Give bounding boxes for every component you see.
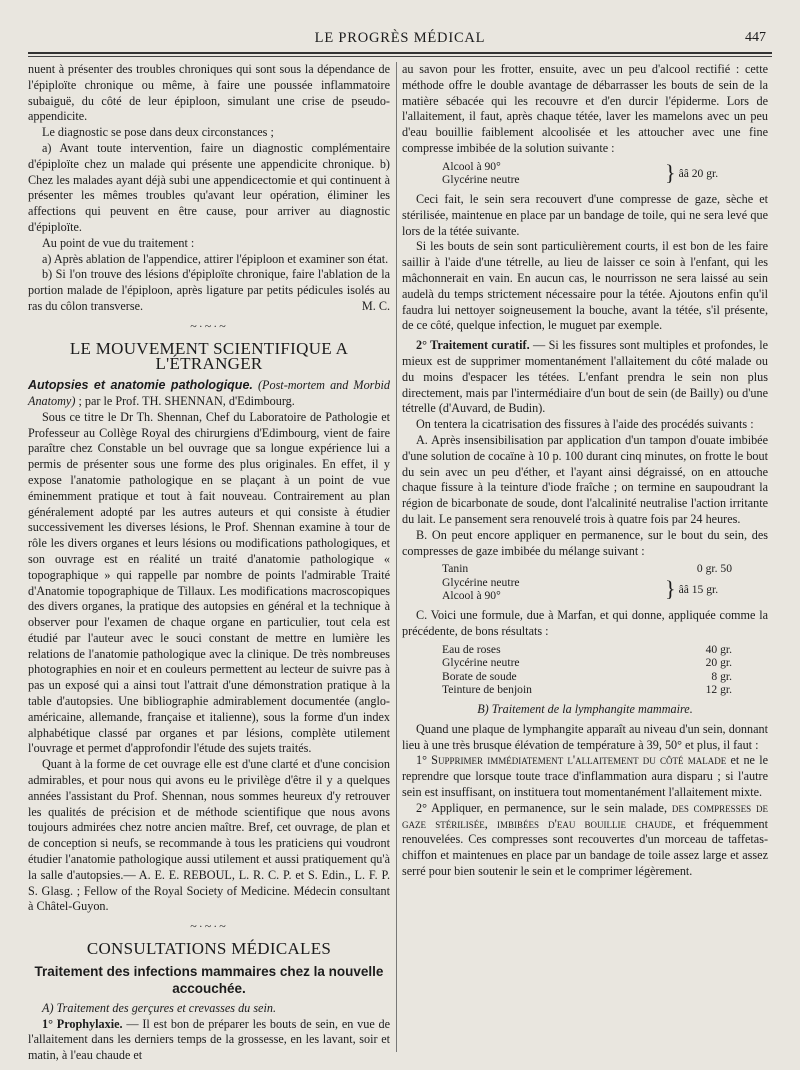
recipe-dose: ââ 15 gr. [678, 582, 719, 596]
recipe-dose: 12 gr. [705, 683, 732, 697]
paragraph [28, 267, 390, 314]
recipe-line [442, 643, 732, 657]
brace: } [665, 160, 676, 186]
recipe-line [442, 589, 662, 603]
recipe-dose: 40 gr. [705, 642, 732, 656]
paragraph [402, 338, 768, 417]
paragraph-text: en permanence, sur le sein malade, [487, 800, 667, 815]
ornament-divider: ~·~·~ [190, 919, 228, 934]
recipe-ingredient: Alcool à 90° [442, 159, 501, 173]
paragraph [28, 1017, 390, 1064]
paragraph-text: — Il est bon de préparer les bouts de sein, en vue de l'allaitement dans les derniers temps de la grossesse, en les lavant, soir et matin, à l'eau chaude et [28, 1016, 391, 1063]
paragraph: C. Voici une formule, due à Marfan, et qui donne, appliquée comme la précédente, de bons résultats : [402, 608, 768, 638]
brace: } [665, 576, 676, 602]
paragraph-text: et ne le reprendre que lorsque toute trace d'inflammation aura disparu ; si l'autre sein est insuffisant, on instituera tout momentanément l'allaitement mixte. [402, 753, 768, 800]
paragraph [402, 753, 768, 800]
recipe-dose: 8 gr. [711, 669, 732, 683]
paragraph: Quand une plaque de lymphangite apparaît au niveau d'un sein, donnant lieu à une très brusque élévation de température à 39, 50° et plus, il faut : [402, 721, 768, 752]
recipe-ingredient: Glycérine neutre [442, 656, 520, 670]
recipe-dose: ââ 20 gr. [678, 166, 719, 180]
paragraph: Quant à la forme de cet ouvrage elle est d'une clarté et d'une concision admirables, et pour nous qui avons eu le privilège d'être il y a quelques années l'assistant du Prof. Shennan, nous sommes heureux d'y retrouver les qualités de précision et de méthode scientifique que nous avons toujours admirées chez notre ancien maître. Bref, cet ouvrage, de plan et de conception si neufs, se recommande à tous les praticiens qui voudront étudier l'anatomie pathologique aussi utilement et aussi pratiquement qu'à la salle d'autopsies.— A. E. E. REBOUL, L. R. C. P. et S. Edin., L. F. P. S. Glasg. ; Fellow of the Royal Society of Medicine. Médecin consultant à Châtel-Guyon. [28, 757, 390, 914]
paragraph-text: — Si les fissures sont multiples et profondes, le mieux est de supprimer momentanément l'allaitement du côté malade ou du moins d'espacer les tétées. L'enfant prendra le sein non plus directement, mais par l'intermédiaire d'un bout de sein (de Bailly) ou d'une tétrelle (d'Auvard, de Budin). [402, 338, 769, 416]
recipe-line [442, 683, 732, 697]
paragraph: a) Avant toute intervention, faire un diagnostic complémentaire d'épiploïte chez un malade qui présente une appendicite chronique. b) Chez les malades ayant déjà subi une appendicectomie et qui continuent à présenter les mêmes troubles qu'avant leur opération, éliminer les affections qui peuvent en être cause, pour arriver au diagnostic d'épiploïte. [28, 140, 390, 234]
article-title: Autopsies et anatomie pathologique. [28, 378, 253, 393]
recipe [442, 643, 768, 697]
recipe-line [442, 670, 732, 684]
recipe-ingredient: Glycérine neutre [442, 173, 520, 187]
recipe [442, 160, 768, 187]
recipe-dose: 20 gr. [705, 656, 732, 670]
recipe-line [442, 656, 732, 670]
recipe-ingredient: Eau de roses [442, 642, 501, 656]
recipe-ingredient: Glycérine neutre [442, 575, 520, 589]
recipe-dose: 0 gr. 50 [696, 562, 732, 576]
paragraph: A. Après insensibilisation par application d'un tampon d'ouate imbibée d'une solution de cocaïne à 10 p. 100 durant cinq minutes, on frotte le bout du sein avec un peu d'éther, et l'ayant ainsi dégraissé, on en attouche chaque fissure à la teinture d'iode fraîche ; on termine en saupoudrant la région de bicarbonate de soude, dont l'alcalinité neutralise l'action irritante du lait. Le pansement sera renouvelé trois à quatre fois par 24 heures. [402, 432, 768, 526]
paragraph: a) Après ablation de l'appendice, attirer l'épiploon et examiner son état. [42, 251, 389, 266]
paragraph-label: 1° Supprimer immédiatement l'allaitement du côté malade [416, 753, 727, 768]
recipe [442, 562, 768, 603]
paragraph: B. On peut encore appliquer en permanence, sur le bout du sein, des compresses de gaze imbibée du mélange suivant : [402, 527, 768, 558]
journal-title: LE PROGRÈS MÉDICAL [314, 30, 486, 46]
paragraph-label: 2° Traitement curatif. [416, 338, 530, 353]
header-rule-thin [28, 56, 772, 57]
recipe-lines [442, 576, 662, 603]
recipe-line [442, 562, 732, 576]
paragraph: au savon pour les frotter, ensuite, avec un peu d'alcool rectifié : cette méthode offre le double avantage de débarrasser les bouts de sein de la matière sébacée qui les recouvre et d'en durcir l'épiderme. Lors de l'allaitement, il faut, après chaque tétée, laver les mamelons avec un peu d'eau bouillie faiblement alcoolisée et les attoucher avec une fine compresse imbibée de la solution suivante : [402, 62, 768, 155]
paragraph: On tentera la cicatrisation des fissures à l'aide des procédés suivants : [416, 417, 754, 432]
subheading: B) Traitement de la lymphangite mammaire. [477, 702, 693, 717]
left-column [28, 62, 391, 1063]
recipe-group [442, 576, 768, 603]
article-heading [28, 378, 390, 410]
article-title: Traitement des infections mammaires chez la nouvelle accouchée. [34, 963, 384, 996]
paragraph: Si les bouts de sein sont particulièrement courts, il est bon de les faire saillir à l'aide d'une tétrelle, au lieu de laisser ce soin à l'enfant, qui les mâchonnerait en vain. En aucun cas, le nourrisson ne sera laissé au sein audelà du temps strictement nécessaire pour la tétée. Ajoutons enfin qu'il faudra lui nettoyer soigneusement la bouche, avant la tétée, s'il présente, de ce côté, quelque infection, le muguet par exemple. [402, 239, 768, 333]
paragraph-label: 2° Appliquer, [416, 800, 484, 815]
article-author: ; par le Prof. TH. SHENNAN, d'Edimbourg. [78, 393, 295, 408]
paragraph [402, 801, 768, 880]
recipe-line [442, 576, 662, 590]
recipe-line [442, 173, 662, 187]
section-heading: LE MOUVEMENT SCIENTIFIQUE A L'ÉTRANGER [69, 338, 349, 374]
paragraph-text: b) Si l'on trouve des lésions d'épiploïte chronique, faire l'ablation de la portion malade de l'épiploon, après ligature par petits pédicules isolés au ras du côlon transverse. [28, 267, 390, 313]
recipe-dose [606, 576, 662, 590]
subheading: A) Traitement des gerçures et crevasses du sein. [42, 1000, 276, 1015]
paragraph: Au point de vue du traitement : [42, 235, 195, 250]
paragraph-label: 1° Prophylaxie. [42, 1016, 123, 1031]
recipe-line [442, 160, 662, 174]
page-number: 447 [745, 30, 766, 45]
recipe-dose [606, 160, 662, 174]
recipe-ingredient: Tanin [442, 562, 469, 576]
section-heading: CONSULTATIONS MÉDICALES [86, 939, 332, 959]
paragraph: Le diagnostic se pose dans deux circonstances ; [42, 125, 274, 140]
recipe-dose [606, 173, 662, 187]
article-subtitle: (Post-mortem and Morbid Anatomy) [28, 378, 390, 408]
recipe-lines [442, 160, 662, 187]
running-head [28, 28, 772, 50]
paragraph-emphasis: des compresses de gaze stérilisée, imbibées d'eau bouillie chaude, [402, 800, 768, 831]
paragraph: Ceci fait, le sein sera recouvert d'une compresse de gaze, sèche et stérilisée, maintenue en place par un bandage de toile, qui ne sera levé que lors de la tétée suivante. [402, 191, 768, 238]
ornament-divider: ~·~·~ [190, 318, 228, 333]
recipe-dose [606, 589, 662, 603]
paragraph: Sous ce titre le Dr Th. Shennan, Chef du Laboratoire de Pathologie et Professeur au Collège Royal des chirurgiens d'Edimbourg, vient de faire paraître chez Constable un bel ouvrage que sa longue expérience lui a permis de présenter sous une forme des plus originales. En effet, il y expose l'anatomie pathologique en se plaçant à un point de vue éminemment pratique et tout à fait nouveau. Contrairement au plan généralement adopté par les autres auteurs et qui consiste à étudier successivement les diverses lésions, le Prof. Shennan examine à tour de rôle les divers organes et leurs lésions ou modifications pathologiques, et son ouvrage est en réalité un traité d'anatomie pathologique « topographique » qui rappelle par nombre de points l'admirable Traité d'Anatomie topographique de Tillaux. Les modifications macroscopiques des divers organes, la pratique des autopsies en général et la technique à observer pour l'examen de chaque organe en particulier, tout cela est étudié par l'auteur avec le souci constant de mettre en lumière les relations de l'anatomie pathologique avec la clinique. De très nombreuses photographies en noir et en couleurs permettent au lecteur de suivre pas à pas un exposé qui a ainsi tout l'attrait d'une démonstration pratique à la table d'autopsies. Une bibliographie admirablement documentée (anglo-américaine, allemande, française et italienne), sous la forme d'un index alphabétique classé par organes et par lésions, complète utilement l'ouvrage et permet d'approfondir l'étude des sujets traités. [28, 409, 390, 756]
paragraph-text: et fréquemment renouvelées. Ces compresses sont recouvertes d'un morceau de taffetas-chiffon et maintenues en place par un bandage de toile assez large et assez serré pour bien soutenir le sein et le comprimer légèrement. [402, 816, 768, 879]
column-divider [396, 62, 397, 1052]
signature: M. C. [361, 298, 390, 313]
header-rule [28, 52, 772, 54]
recipe-ingredient: Borate de soude [442, 669, 517, 683]
recipe-ingredient: Teinture de benjoin [442, 683, 532, 697]
recipe-ingredient: Alcool à 90° [442, 589, 501, 603]
right-column [402, 62, 768, 1052]
paragraph: nuent à présenter des troubles chroniques qui sont sous la dépendance de l'épiploïte chronique ou même, à faire une poussée inflammatoire subaiguë, du côté de leur épiploon, simulant une crise de pseudo-appendicite. [28, 62, 390, 124]
